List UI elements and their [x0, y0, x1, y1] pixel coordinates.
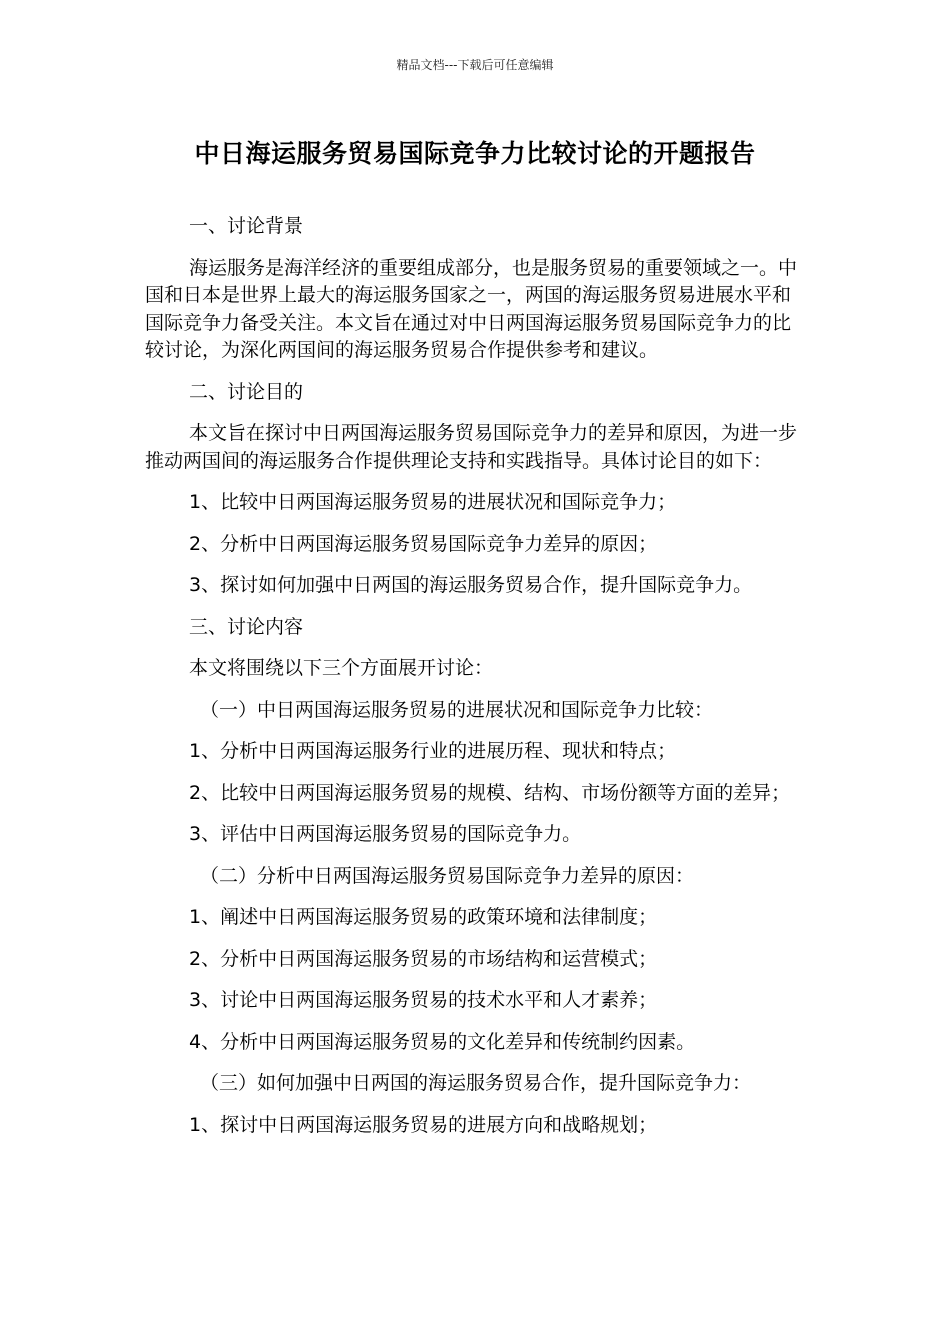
paragraph-purpose: 本文旨在探讨中日两国海运服务贸易国际竞争力的差异和原因，为进一步推动两国间的海运服务合作提供理论支持和实践指导。具体讨论目的如下：: [145, 422, 798, 472]
section-heading-background: 一、讨论背景: [189, 215, 304, 237]
page-header: 精品文档---下载后可任意编辑: [396, 58, 554, 72]
subsection-2-item-2: 2、分析中日两国海运服务贸易的市场结构和运营模式；: [189, 947, 658, 970]
purpose-item-3: 3、探讨如何加强中日两国的海运服务贸易合作，提升国际竞争力。: [189, 574, 753, 596]
document-title: 中日海运服务贸易国际竞争力比较讨论的开题报告: [194, 139, 756, 168]
subsection-heading-2: （二）分析中日两国海运服务贸易国际竞争力差异的原因：: [200, 864, 695, 887]
section-heading-purpose: 二、讨论目的: [189, 380, 304, 403]
subsection-2-item-1: 1、阐述中日两国海运服务贸易的政策环境和法律制度；: [189, 906, 658, 928]
subsection-heading-3: （三）如何加强中日两国的海运服务贸易合作，提升国际竞争力：: [200, 1072, 752, 1094]
purpose-item-1: 1、比较中日两国海运服务贸易的进展状况和国际竞争力；: [189, 491, 677, 513]
section-heading-content: 三、讨论内容: [189, 615, 304, 638]
subsection-3-item-1: 1、探讨中日两国海运服务贸易的进展方向和战略规划；: [189, 1113, 658, 1136]
subsection-1-item-2: 2、比较中日两国海运服务贸易的规模、结构、市场份额等方面的差异；: [189, 781, 791, 804]
purpose-item-2: 2、分析中日两国海运服务贸易国际竞争力差异的原因；: [189, 532, 658, 555]
subsection-2-item-3: 3、讨论中日两国海运服务贸易的技术水平和人才素养；: [189, 989, 658, 1011]
paragraph-content-intro: 本文将围绕以下三个方面展开讨论：: [189, 657, 494, 679]
subsection-heading-1: （一）中日两国海运服务贸易的进展状况和国际竞争力比较：: [200, 698, 714, 721]
document-body: [145, 213, 807, 1153]
subsection-1-item-3: 3、评估中日两国海运服务贸易的国际竞争力。: [189, 823, 582, 845]
subsection-1-item-1: 1、分析中日两国海运服务行业的进展历程、现状和特点；: [189, 740, 677, 762]
paragraph-background: 海运服务是海洋经济的重要组成部分，也是服务贸易的重要领域之一。中国和日本是世界上最大的海运服务国家之一，两国的海运服务贸易进展水平和国际竞争力备受关注。本文旨在通过对中日两国海运服务贸易国际竞争力的比较讨论，为深化两国间的海运服务贸易合作提供参考和建议。: [145, 256, 798, 361]
subsection-2-item-4: 4、分析中日两国海运服务贸易的文化差异和传统制约因素。: [189, 1030, 696, 1053]
